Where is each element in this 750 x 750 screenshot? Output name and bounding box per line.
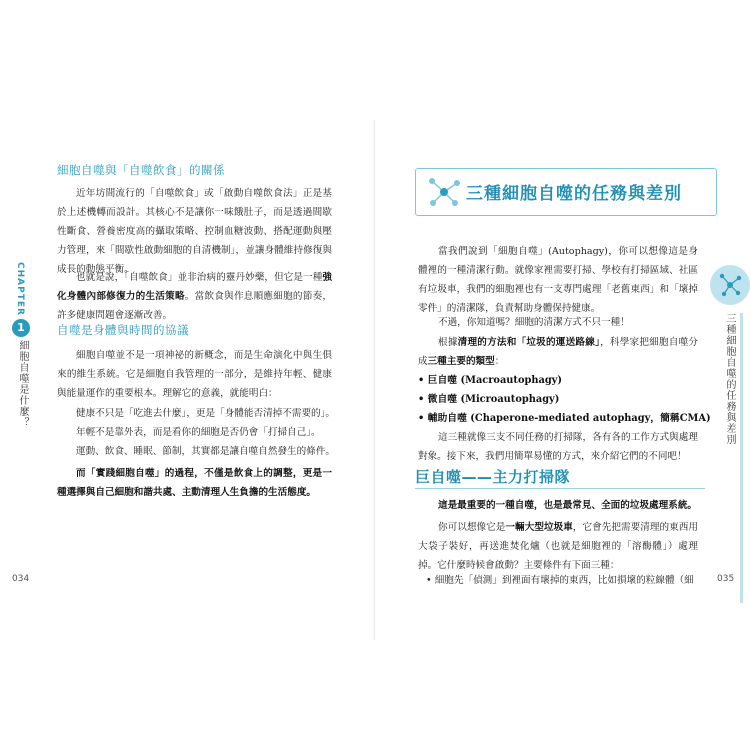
garbage-truck-bold: 一輛大型垃圾車 [505, 522, 573, 533]
three-types-mid: ，科學家把細胞自噬分成 [418, 337, 699, 367]
indented-point-2: 年輕不是靠外表，而是看你的細胞是否仍會「打掃自己」。 [76, 427, 321, 438]
chapter-title: 細胞自噬是什麼？ [17, 339, 28, 428]
paragraph-life-system: 細胞自噬並不是一項神祕的新概念，而是生命演化中與生俱來的維生系統。它是細胞自我管理的一部分，是維持年輕、健康與能量運作的重要根本。理解它的意義，就能明白： [57, 350, 332, 399]
chapter-number: 1 [12, 319, 30, 337]
paragraph-cleaning-action: 當我們說到「細胞自噬」(Autophagy)，你可以想像這是身體裡的一種清潔行動。就像家裡需要打掃、學校有打掃區域、社區有垃圾車，我們的細胞裡也有一支專門處理「老舊東西」和「壞掉零件」的清潔隊，負責幫助身體保持健康。 [418, 246, 698, 314]
paragraph-strategy-post: 。當飲食與作息順應細胞的節奏，許多健康問題會逐漸改善。 [57, 291, 333, 321]
paragraph-not-only-one: 不過，你知道嗎？細胞的清潔方式不只一種！ [438, 317, 630, 328]
three-types-bold2: 三種主要的類型 [427, 356, 495, 367]
three-types-post: ： [494, 356, 505, 367]
paragraph-detect: • 細胞先「偵測」到裡面有壞掉的東西，比如損壞的粒線體（細 [426, 575, 694, 586]
side-molecule-icon [710, 265, 750, 305]
molecule-icon [424, 173, 464, 211]
three-types-bold: 清理的方法和「垃圾的運送路線」 [457, 337, 601, 348]
paragraph-strategy-pre: 也就是說，「自噬飲食」並非治病的靈丹妙藥，但它是一種 [76, 272, 323, 283]
side-tab-bar [740, 313, 743, 603]
list-item: • 巨自噬 (Macroautophagy) [418, 375, 562, 386]
garbage-truck-post: ，它會先把需要清理的東西用大袋子裝好，再送進焚化爐（也就是細胞裡的「溶酶體」）處理掉。它什麼時候會啟動？主要條件有下面三種： [418, 522, 699, 571]
section-title: 三種細胞自噬的任務與差別 [466, 184, 682, 204]
paragraph-three-types [418, 333, 698, 371]
paragraph-strategy-bold: 強化身體內部修復力的生活策略 [57, 272, 332, 302]
subheading-macroautophagy: 巨自噬——主力打掃隊 [415, 468, 571, 486]
paragraph-three-teams: 這三種就像三支不同任務的打掃隊，各有各的工作方式與處理對象。接下來，我們用簡單易懂的方式，來介紹它們的不同吧！ [418, 432, 698, 462]
paragraph-strategy [57, 268, 332, 325]
paragraph-practice-attitude: 而「實踐細胞自噬」的過程，不僅是飲食上的調整，更是一種選擇與自己細胞和諧共處、主動清理人生負擔的生活態度。 [57, 468, 332, 498]
subheading-rule [415, 488, 705, 489]
paragraph-garbage-truck [418, 518, 698, 575]
three-types-pre: 根據 [438, 337, 458, 348]
side-tab [710, 265, 750, 595]
chapter-tab [8, 262, 34, 428]
page-number-right: 035 [717, 574, 735, 584]
list-item: • 輔助自噬 (Chaperone-mediated autophagy，簡稱CMA) [418, 413, 711, 424]
list-item: • 微自噬 (Microautophagy) [418, 394, 560, 405]
chapter-label: CHAPTER [15, 262, 25, 316]
section-heading-autophagy-diet: 細胞自噬與「自噬飲食」的關係 [57, 163, 225, 177]
section-title-box [415, 168, 717, 216]
garbage-truck-pre: 你可以想像它是 [438, 522, 506, 533]
indented-point-3: 運動、飲食、睡眠、節制，其實都是讓自噬自然發生的條件。 [76, 446, 336, 457]
page-number-left: 034 [12, 574, 30, 584]
side-title: 三種細胞自噬的任務與差別 [724, 313, 735, 445]
paragraph-most-important: 這是最重要的一種自噬，也是最常見、全面的垃圾處理系統。 [438, 500, 698, 511]
paragraph-autophagy-diet: 近年坊間流行的「自噬飲食」或「啟動自噬飲食法」正是基於上述機轉而設計。其核心不是讓你一味餓肚子，而是透過間歇性斷食、營養密度高的攝取策略、控制血糖波動、搭配運動與壓力管理，來「間歇性啟動細胞的自清機制」，並讓身體維持修復與成長的動態平衡。 [57, 188, 332, 275]
autophagy-types-list [418, 371, 711, 428]
section-heading-time-agreement: 自噬是身體與時間的協議 [57, 323, 189, 337]
side-tab-circle [710, 265, 750, 305]
indented-point-1: 健康不只是「吃進去什麼」，更是「身體能否清掉不需要的」。 [76, 408, 336, 419]
